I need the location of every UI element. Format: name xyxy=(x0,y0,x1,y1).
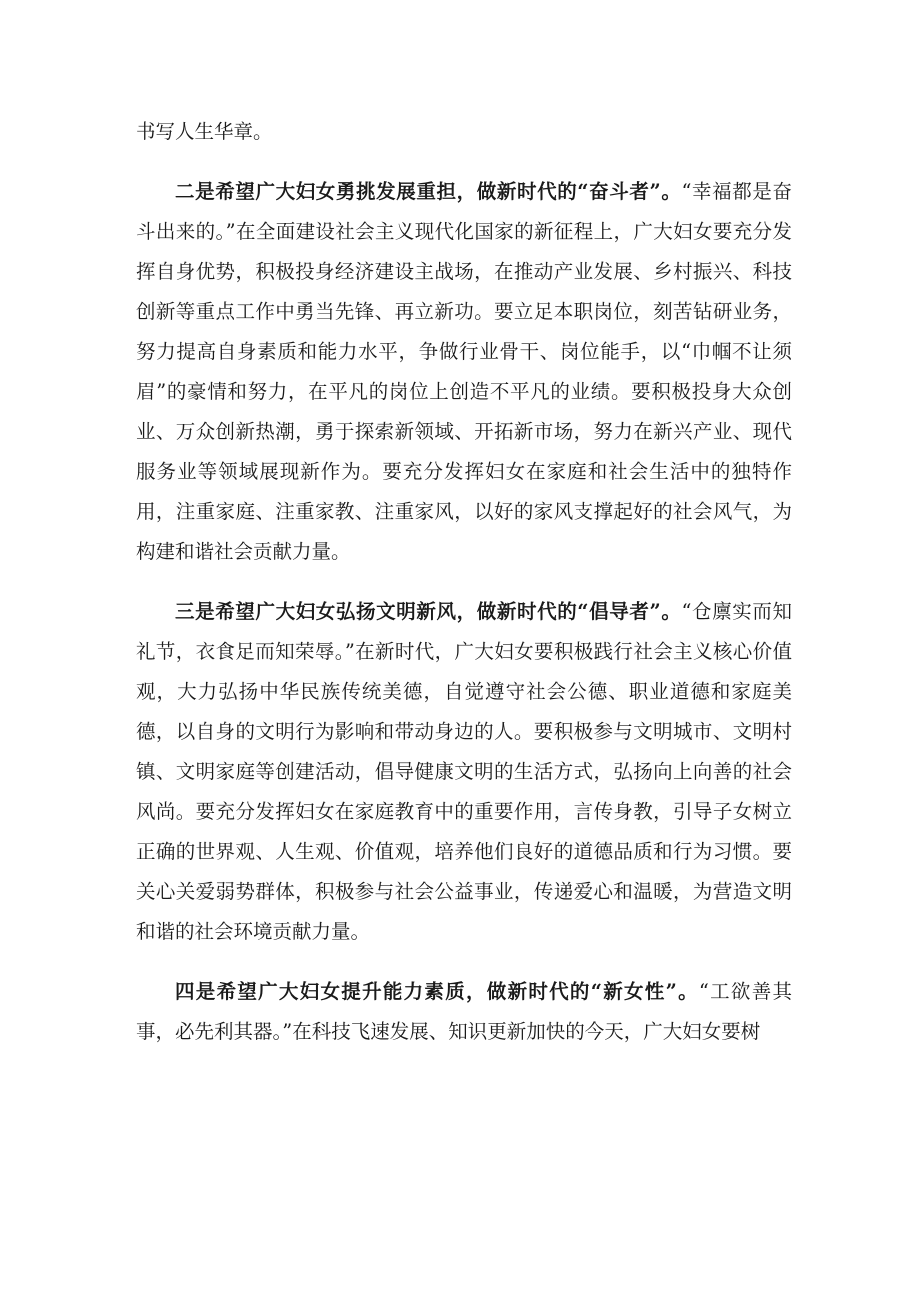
paragraph-text: “幸福都是奋斗出来的。”在全面建设社会主义现代化国家的新征程上，广大妇女要充分发挥自身优势，积极投身经济建设主战场，在推动产业发展、乡村振兴、科技创新等重点工作中勇当先锋、再立新功。要立足本职岗位，刻苦钻研业务，努力提高自身素质和能力水平，争做行业骨干、岗位能手，以“巾帼不让须眉”的豪情和努力，在平凡的岗位上创造不平凡的业绩。要积极投身大众创业、万众创新热潮，勇于探索新领域、开拓新市场，努力在新兴产业、现代服务业等领域展现新作为。要充分发挥妇女在家庭和社会生活中的独特作用，注重家庭、注重家教、注重家风，以好的家风支撑起好的社会风气，为构建和谐社会贡献力量。 xyxy=(136,180,792,563)
paragraph-second-point xyxy=(136,172,792,572)
paragraph-lead: 三是希望广大妇女弘扬文明新风，做新时代的“倡导者”。 xyxy=(175,600,682,623)
paragraph-continuation xyxy=(136,112,792,152)
paragraph-third-point xyxy=(136,592,792,952)
paragraph-fourth-point xyxy=(136,972,792,1052)
document-body xyxy=(136,112,792,1052)
paragraph-text: 书写人生华章。 xyxy=(136,120,273,143)
paragraph-lead: 二是希望广大妇女勇挑发展重担，做新时代的“奋斗者”。 xyxy=(175,180,682,203)
paragraph-text: “仓廪实而知礼节，衣食足而知荣辱。”在新时代，广大妇女要积极践行社会主义核心价值观，大力弘扬中华民族传统美德，自觉遵守社会公德、职业道德和家庭美德，以自身的文明行为影响和带动身边的人。要积极参与文明城市、文明村镇、文明家庭等创建活动，倡导健康文明的生活方式，弘扬向上向善的社会风尚。要充分发挥妇女在家庭教育中的重要作用，言传身教，引导子女树立正确的世界观、人生观、价值观，培养他们良好的道德品质和行为习惯。要关心关爱弱势群体，积极参与社会公益事业，传递爱心和温暖，为营造文明和谐的社会环境贡献力量。 xyxy=(136,600,792,943)
paragraph-lead: 四是希望广大妇女提升能力素质，做新时代的“新女性”。 xyxy=(175,980,699,1003)
paragraph-text: “工欲善其事，必先利其器。”在科技飞速发展、知识更新加快的今天，广大妇女要树 xyxy=(136,980,792,1043)
